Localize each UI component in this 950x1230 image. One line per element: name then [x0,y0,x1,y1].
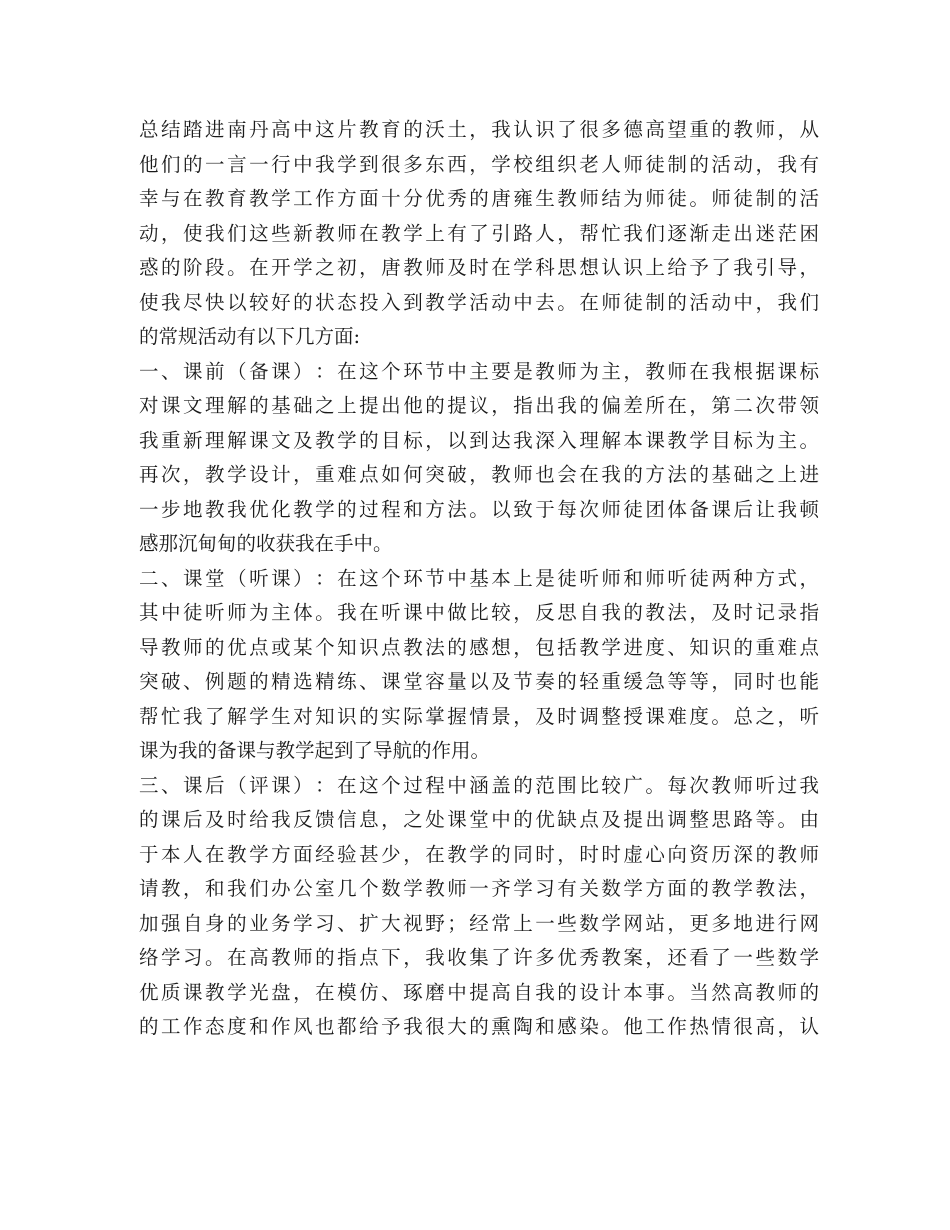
text-line: 其 中 徒 听 师 为 主 体 。 我 在 听 课 中 做 比 较 ， 反 思 自 我 的 教 法 ， 及 时 记 录 指 [139,601,819,624]
text-line: 动 ， 使 我 们 这 些 新 教 师 在 教 学 上 有 了 引 路 人 ， 帮 忙 我 们 逐 渐 走 出 迷 茫 困 [139,221,819,245]
text-line: 一 步 地 教 我 优 化 教 学 的 过 程 和 方 法 。 以 致 于 每 次 师 徒 团 体 备 课 后 让 我 顿 [139,497,819,521]
text-line: 再 次 ， 教 学 设 计 ， 重 难 点 如 何 突 破 ， 教 师 也 会 在 我 的 方 法 的 基 础 之 上 进 [139,463,819,486]
text-line: 加 强 自 身 的 业 务 学 习 、 扩 大 视 野 ； 经 常 上 一 些 数 学 网 站 ， 更 多 地 进 行 网 [139,911,819,935]
text-line: 络 学 习 。 在 高 教 师 的 指 点 下 ， 我 收 集 了 许 多 优 秀 教 案 ， 还 看 了 一 些 数 学 [139,946,819,969]
document-body [139,113,819,1045]
text-line: 导 教 师 的 优 点 或 某 个 知 识 点 教 法 的 感 想 ， 包 括 教 学 进 度 、 知 识 的 重 难 点 [139,635,819,659]
text-line: 的 课 后 及 时 给 我 反 馈 信 息 ， 之 处 课 堂 中 的 优 缺 点 及 提 出 调 整 思 路 等 。 由 [139,808,819,831]
text-line: 的 工 作 态 度 和 作 风 也 都 给 予 我 很 大 的 熏 陶 和 感 染 。 他 工 作 热 情 很 高 ， 认 [139,1015,819,1038]
text-line: 帮 忙 我 了 解 学 生 对 知 识 的 实 际 掌 握 情 景 ， 及 时 调 整 授 课 难 度 。 总 之 ， 听 [139,704,819,728]
text-line: 突 破 、 例 题 的 精 选 精 练 、 课 堂 容 量 以 及 节 奏 的 轻 重 缓 急 等 等 ， 同 时 也 能 [139,670,819,693]
text-line: 感那沉甸甸的收获我在手中。 [139,532,393,555]
text-line: 对 课 文 理 解 的 基 础 之 上 提 出 他 的 提 议 ， 指 出 我 的 偏 差 所 在 ， 第 二 次 带 领 [139,394,819,417]
text-line: 三 、 课 后 （ 评 课 ） ： 在 这 个 过 程 中 涵 盖 的 范 围 比 较 广 。 每 次 教 师 听 过 我 [139,773,819,797]
text-line: 他 们 的 一 言 一 行 中 我 学 到 很 多 东 西 ， 学 校 组 织 老 人 师 徒 制 的 活 动 ， 我 有 [139,152,819,176]
text-line: 总 结 踏 进 南 丹 高 中 这 片 教 育 的 沃 土 ， 我 认 识 了 很 多 德 高 望 重 的 教 师 ， 从 [139,118,819,141]
text-line: 惑 的 阶 段 。 在 开 学 之 初 ， 唐 教 师 及 时 在 学 科 思 想 认 识 上 给 予 了 我 引 导 ， [139,256,819,279]
text-line: 请 教 ， 和 我 们 办 公 室 几 个 数 学 教 师 一 齐 学 习 有 关 数 学 方 面 的 教 学 教 法 ， [139,877,819,900]
text-line: 我 重 新 理 解 课 文 及 教 学 的 目 标 ， 以 到 达 我 深 入 理 解 本 课 教 学 目 标 为 主 。 [139,428,819,452]
text-line: 课为我的备课与教学起到了导航的作用。 [139,739,491,762]
text-line: 幸 与 在 教 育 教 学 工 作 方 面 十 分 优 秀 的 唐 雍 生 教 师 结 为 师 徒 。 师 徒 制 的 活 [139,187,819,210]
text-line: 使 我 尽 快 以 较 好 的 状 态 投 入 到 教 学 活 动 中 去 。 在 师 徒 制 的 活 动 中 ， 我 们 [139,290,819,314]
text-line: 二 、 课 堂 （ 听 课 ） ： 在 这 个 环 节 中 基 本 上 是 徒 听 师 和 师 听 徒 两 种 方 式 ， [139,566,819,590]
text-line: 的常规活动有以下几方面: [139,325,361,348]
text-line: 一 、 课 前 （ 备 课 ） ： 在 这 个 环 节 中 主 要 是 教 师 为 主 ， 教 师 在 我 根 据 课 标 [139,359,819,383]
text-line: 于 本 人 在 教 学 方 面 经 验 甚 少 ， 在 教 学 的 同 时 ， 时 时 虚 心 向 资 历 深 的 教 师 [139,842,819,866]
text-line: 优 质 课 教 学 光 盘 ， 在 模 仿 、 琢 磨 中 提 高 自 我 的 设 计 本 事 。 当 然 高 教 师 的 [139,980,819,1004]
